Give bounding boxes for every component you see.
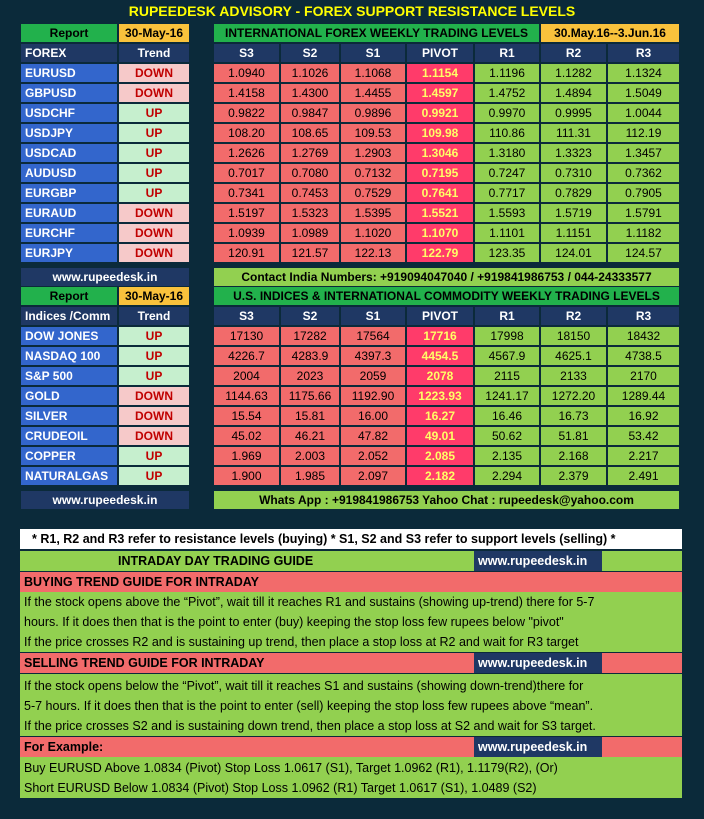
level-r2: 0.7829 bbox=[540, 183, 607, 203]
level-s1: 47.82 bbox=[340, 426, 406, 446]
level-pivot: 1.5521 bbox=[406, 203, 474, 223]
level-r2: 51.81 bbox=[540, 426, 607, 446]
website-link bbox=[474, 653, 602, 673]
level-r1: 1.1101 bbox=[474, 223, 540, 243]
website-text: www.rupeedesk.in bbox=[478, 656, 588, 670]
level-r3: 1.5791 bbox=[607, 203, 680, 223]
level-s1: 122.13 bbox=[340, 243, 406, 263]
trend-badge: UP bbox=[118, 446, 190, 466]
level-s1: 0.7132 bbox=[340, 163, 406, 183]
level-r3: 124.57 bbox=[607, 243, 680, 263]
trend-badge: DOWN bbox=[118, 63, 190, 83]
trend-badge: UP bbox=[118, 143, 190, 163]
level-r1: 1.3180 bbox=[474, 143, 540, 163]
level-s3: 1144.63 bbox=[213, 386, 280, 406]
level-r3: 0.7905 bbox=[607, 183, 680, 203]
page-title: RUPEEDESK ADVISORY - FOREX SUPPORT RESISTANCE LEVELS bbox=[128, 3, 576, 19]
level-r2: 1.4894 bbox=[540, 83, 607, 103]
level-r1: 2.294 bbox=[474, 466, 540, 486]
level-s3: 1.4158 bbox=[213, 83, 280, 103]
instrument-name: GBPUSD bbox=[20, 83, 118, 103]
level-pivot: 2.085 bbox=[406, 446, 474, 466]
forex-col-s2: S2 bbox=[280, 43, 340, 63]
level-r2: 2.168 bbox=[540, 446, 607, 466]
indices-col-r2: R2 bbox=[540, 306, 607, 326]
level-pivot: 1.1070 bbox=[406, 223, 474, 243]
trend-badge: UP bbox=[118, 466, 190, 486]
level-r2: 16.73 bbox=[540, 406, 607, 426]
level-s3: 0.7017 bbox=[213, 163, 280, 183]
selling-line: 5-7 hours. If it does then that is the point to enter (sell) keeping the stop loss few rupees above “mean”. bbox=[24, 699, 594, 713]
instrument-name: DOW JONES bbox=[20, 326, 118, 346]
example-body bbox=[20, 757, 682, 798]
level-r3: 2.217 bbox=[607, 446, 680, 466]
instrument-name: USDJPY bbox=[20, 123, 118, 143]
indices-col-s1: S1 bbox=[340, 306, 406, 326]
level-s1: 1.5395 bbox=[340, 203, 406, 223]
level-r2: 0.9995 bbox=[540, 103, 607, 123]
level-r3: 1.1324 bbox=[607, 63, 680, 83]
level-pivot: 1223.93 bbox=[406, 386, 474, 406]
level-r1: 0.7247 bbox=[474, 163, 540, 183]
level-r1: 4567.9 bbox=[474, 346, 540, 366]
level-pivot: 0.7195 bbox=[406, 163, 474, 183]
instrument-name: EURUSD bbox=[20, 63, 118, 83]
level-r1: 17998 bbox=[474, 326, 540, 346]
level-r2: 4625.1 bbox=[540, 346, 607, 366]
level-s3: 108.20 bbox=[213, 123, 280, 143]
level-s1: 1.1020 bbox=[340, 223, 406, 243]
level-r1: 1.4752 bbox=[474, 83, 540, 103]
trend-badge: DOWN bbox=[118, 386, 190, 406]
instrument-name: CRUDEOIL bbox=[20, 426, 118, 446]
indices-col-s2: S2 bbox=[280, 306, 340, 326]
level-s3: 1.5197 bbox=[213, 203, 280, 223]
level-s1: 2.052 bbox=[340, 446, 406, 466]
website-text: www.rupeedesk.in bbox=[478, 554, 588, 568]
level-r3: 16.92 bbox=[607, 406, 680, 426]
instrument-name: EURAUD bbox=[20, 203, 118, 223]
buying-line: hours. If it does then that is the point to enter (buy) keeping the stop loss few rupees below "pivot" bbox=[24, 615, 564, 629]
level-r1: 0.7717 bbox=[474, 183, 540, 203]
indices-col-s3: S3 bbox=[213, 306, 280, 326]
level-s2: 0.7453 bbox=[280, 183, 340, 203]
level-s2: 46.21 bbox=[280, 426, 340, 446]
level-pivot: 0.9921 bbox=[406, 103, 474, 123]
instrument-name: NASDAQ 100 bbox=[20, 346, 118, 366]
legend-note-text: * R1, R2 and R3 refer to resistance levels (buying) * S1, S2 and S3 refer to support levels (selling) * bbox=[32, 532, 616, 546]
instrument-name: EURCHF bbox=[20, 223, 118, 243]
level-r2: 124.01 bbox=[540, 243, 607, 263]
level-s3: 45.02 bbox=[213, 426, 280, 446]
indices-col-name: Indices /Comm bbox=[20, 306, 118, 326]
level-s2: 121.57 bbox=[280, 243, 340, 263]
level-s3: 2004 bbox=[213, 366, 280, 386]
buying-title: BUYING TREND GUIDE FOR INTRADAY bbox=[24, 575, 259, 589]
legend-note bbox=[20, 529, 682, 549]
forex-col-trend: Trend bbox=[118, 43, 190, 63]
indices-report-label: Report bbox=[20, 286, 118, 306]
level-r2: 0.7310 bbox=[540, 163, 607, 183]
level-r2: 1.3323 bbox=[540, 143, 607, 163]
trend-badge: UP bbox=[118, 326, 190, 346]
level-pivot: 2.182 bbox=[406, 466, 474, 486]
selling-body bbox=[20, 674, 682, 736]
level-s2: 1.4300 bbox=[280, 83, 340, 103]
level-r3: 18432 bbox=[607, 326, 680, 346]
website-text: www.rupeedesk.in bbox=[478, 740, 588, 754]
level-r1: 123.35 bbox=[474, 243, 540, 263]
level-r1: 1.1196 bbox=[474, 63, 540, 83]
level-s2: 108.65 bbox=[280, 123, 340, 143]
selling-line: If the stock opens below the “Pivot”, wait till it reaches S1 and sustains (showing down-trend)there for bbox=[24, 679, 584, 693]
forex-col-pivot: PIVOT bbox=[406, 43, 474, 63]
level-r1: 1241.17 bbox=[474, 386, 540, 406]
level-s2: 1175.66 bbox=[280, 386, 340, 406]
instrument-name: AUDUSD bbox=[20, 163, 118, 183]
level-r1: 1.5593 bbox=[474, 203, 540, 223]
level-s3: 120.91 bbox=[213, 243, 280, 263]
level-s1: 0.7529 bbox=[340, 183, 406, 203]
trend-badge: DOWN bbox=[118, 406, 190, 426]
level-pivot: 4454.5 bbox=[406, 346, 474, 366]
level-s1: 2.097 bbox=[340, 466, 406, 486]
level-s3: 1.900 bbox=[213, 466, 280, 486]
selling-line: If the price crosses S2 and is sustaining down trend, then place a stop loss at S2 and wait for S3 target. bbox=[24, 719, 596, 733]
example-line: Buy EURUSD Above 1.0834 (Pivot) Stop Loss 1.0617 (S1), Target 1.0962 (R1), 1.1179(R2), (Or) bbox=[24, 761, 558, 775]
indices-col-r1: R1 bbox=[474, 306, 540, 326]
trend-badge: DOWN bbox=[118, 83, 190, 103]
level-r3: 1.5049 bbox=[607, 83, 680, 103]
level-r3: 1.3457 bbox=[607, 143, 680, 163]
buying-body bbox=[20, 592, 682, 652]
level-s1: 1192.90 bbox=[340, 386, 406, 406]
indices-report-date: 30-May-16 bbox=[118, 286, 190, 306]
level-s3: 0.7341 bbox=[213, 183, 280, 203]
level-s3: 4226.7 bbox=[213, 346, 280, 366]
level-s3: 1.2626 bbox=[213, 143, 280, 163]
level-s1: 4397.3 bbox=[340, 346, 406, 366]
trend-badge: UP bbox=[118, 163, 190, 183]
level-r1: 50.62 bbox=[474, 426, 540, 446]
forex-heading: INTERNATIONAL FOREX WEEKLY TRADING LEVELS bbox=[213, 23, 540, 43]
indices-col-pivot: PIVOT bbox=[406, 306, 474, 326]
instrument-name: USDCHF bbox=[20, 103, 118, 123]
level-pivot: 0.7641 bbox=[406, 183, 474, 203]
level-s3: 1.969 bbox=[213, 446, 280, 466]
level-r3: 1289.44 bbox=[607, 386, 680, 406]
level-s1: 1.4455 bbox=[340, 83, 406, 103]
trend-badge: UP bbox=[118, 366, 190, 386]
indices-contact: Whats App : +919841986753 Yahoo Chat : rupeedesk@yahoo.com bbox=[213, 490, 680, 510]
instrument-name: USDCAD bbox=[20, 143, 118, 163]
level-r2: 18150 bbox=[540, 326, 607, 346]
level-r3: 53.42 bbox=[607, 426, 680, 446]
indices-heading: U.S. INDICES & INTERNATIONAL COMMODITY WEEKLY TRADING LEVELS bbox=[213, 286, 680, 306]
indices-col-r3: R3 bbox=[607, 306, 680, 326]
level-s1: 2059 bbox=[340, 366, 406, 386]
forex-contact: Contact India Numbers: +919094047040 / +919841986753 / 044-24333577 bbox=[213, 267, 680, 287]
forex-col-r3: R3 bbox=[607, 43, 680, 63]
level-pivot: 1.3046 bbox=[406, 143, 474, 163]
forex-col-r1: R1 bbox=[474, 43, 540, 63]
trend-badge: UP bbox=[118, 123, 190, 143]
level-s2: 2023 bbox=[280, 366, 340, 386]
trend-badge: DOWN bbox=[118, 223, 190, 243]
buying-title-row bbox=[20, 572, 682, 592]
level-pivot: 1.1154 bbox=[406, 63, 474, 83]
intraday-title: INTRADAY DAY TRADING GUIDE bbox=[118, 554, 314, 568]
forex-col-r2: R2 bbox=[540, 43, 607, 63]
example-line: Short EURUSD Below 1.0834 (Pivot) Stop Loss 1.0962 (R1) Target 1.0617 (S1), 1.0489 (S2) bbox=[24, 781, 537, 795]
instrument-name: NATURALGAS bbox=[20, 466, 118, 486]
level-s3: 1.0940 bbox=[213, 63, 280, 83]
level-s2: 1.5323 bbox=[280, 203, 340, 223]
trend-badge: DOWN bbox=[118, 243, 190, 263]
level-r1: 0.9970 bbox=[474, 103, 540, 123]
forex-col-s1: S1 bbox=[340, 43, 406, 63]
level-s2: 15.81 bbox=[280, 406, 340, 426]
instrument-name: COPPER bbox=[20, 446, 118, 466]
level-r3: 4738.5 bbox=[607, 346, 680, 366]
trend-badge: UP bbox=[118, 183, 190, 203]
indices-col-trend: Trend bbox=[118, 306, 190, 326]
trend-badge: UP bbox=[118, 346, 190, 366]
level-s1: 1.1068 bbox=[340, 63, 406, 83]
forex-report-date: 30-May-16 bbox=[118, 23, 190, 43]
trend-badge: DOWN bbox=[118, 426, 190, 446]
level-r2: 1.5719 bbox=[540, 203, 607, 223]
selling-title: SELLING TREND GUIDE FOR INTRADAY bbox=[24, 656, 265, 670]
level-r3: 0.7362 bbox=[607, 163, 680, 183]
level-s2: 0.9847 bbox=[280, 103, 340, 123]
level-r3: 1.1182 bbox=[607, 223, 680, 243]
level-r1: 16.46 bbox=[474, 406, 540, 426]
level-s3: 0.9822 bbox=[213, 103, 280, 123]
indices-website: www.rupeedesk.in bbox=[20, 490, 190, 510]
level-r2: 2133 bbox=[540, 366, 607, 386]
instrument-name: S&P 500 bbox=[20, 366, 118, 386]
level-s2: 1.1026 bbox=[280, 63, 340, 83]
level-s3: 1.0939 bbox=[213, 223, 280, 243]
forex-website: www.rupeedesk.in bbox=[20, 267, 190, 287]
level-r2: 111.31 bbox=[540, 123, 607, 143]
level-pivot: 49.01 bbox=[406, 426, 474, 446]
instrument-name: EURGBP bbox=[20, 183, 118, 203]
instrument-name: SILVER bbox=[20, 406, 118, 426]
level-s2: 1.985 bbox=[280, 466, 340, 486]
level-s1: 17564 bbox=[340, 326, 406, 346]
level-pivot: 17716 bbox=[406, 326, 474, 346]
level-r1: 110.86 bbox=[474, 123, 540, 143]
level-s1: 1.2903 bbox=[340, 143, 406, 163]
level-r3: 2170 bbox=[607, 366, 680, 386]
level-r1: 2115 bbox=[474, 366, 540, 386]
example-title: For Example: bbox=[24, 740, 104, 754]
level-r2: 2.379 bbox=[540, 466, 607, 486]
level-r3: 112.19 bbox=[607, 123, 680, 143]
website-link bbox=[474, 551, 602, 571]
level-r1: 2.135 bbox=[474, 446, 540, 466]
level-s2: 1.0989 bbox=[280, 223, 340, 243]
trend-badge: DOWN bbox=[118, 203, 190, 223]
forex-col-s3: S3 bbox=[213, 43, 280, 63]
level-s2: 17282 bbox=[280, 326, 340, 346]
level-pivot: 122.79 bbox=[406, 243, 474, 263]
level-s1: 16.00 bbox=[340, 406, 406, 426]
forex-col-name: FOREX bbox=[20, 43, 118, 63]
level-pivot: 2078 bbox=[406, 366, 474, 386]
instrument-name: GOLD bbox=[20, 386, 118, 406]
level-s2: 2.003 bbox=[280, 446, 340, 466]
level-pivot: 109.98 bbox=[406, 123, 474, 143]
level-pivot: 16.27 bbox=[406, 406, 474, 426]
level-pivot: 1.4597 bbox=[406, 83, 474, 103]
instrument-name: EURJPY bbox=[20, 243, 118, 263]
forex-date-range: 30.May.16--3.Jun.16 bbox=[540, 23, 680, 43]
level-s2: 4283.9 bbox=[280, 346, 340, 366]
level-s2: 1.2769 bbox=[280, 143, 340, 163]
level-r3: 1.0044 bbox=[607, 103, 680, 123]
level-s3: 17130 bbox=[213, 326, 280, 346]
level-s2: 0.7080 bbox=[280, 163, 340, 183]
website-link bbox=[474, 737, 602, 757]
level-r2: 1272.20 bbox=[540, 386, 607, 406]
level-r2: 1.1151 bbox=[540, 223, 607, 243]
buying-line: If the price crosses R2 and is sustaining up trend, then place a stop loss at R2 and wait for R3 target bbox=[24, 635, 579, 649]
level-s3: 15.54 bbox=[213, 406, 280, 426]
level-s1: 109.53 bbox=[340, 123, 406, 143]
forex-report-label: Report bbox=[20, 23, 118, 43]
level-s1: 0.9896 bbox=[340, 103, 406, 123]
trend-badge: UP bbox=[118, 103, 190, 123]
level-r3: 2.491 bbox=[607, 466, 680, 486]
level-r2: 1.1282 bbox=[540, 63, 607, 83]
buying-line: If the stock opens above the “Pivot”, wait till it reaches R1 and sustains (showing up-trend) there for 5-7 bbox=[24, 595, 595, 609]
